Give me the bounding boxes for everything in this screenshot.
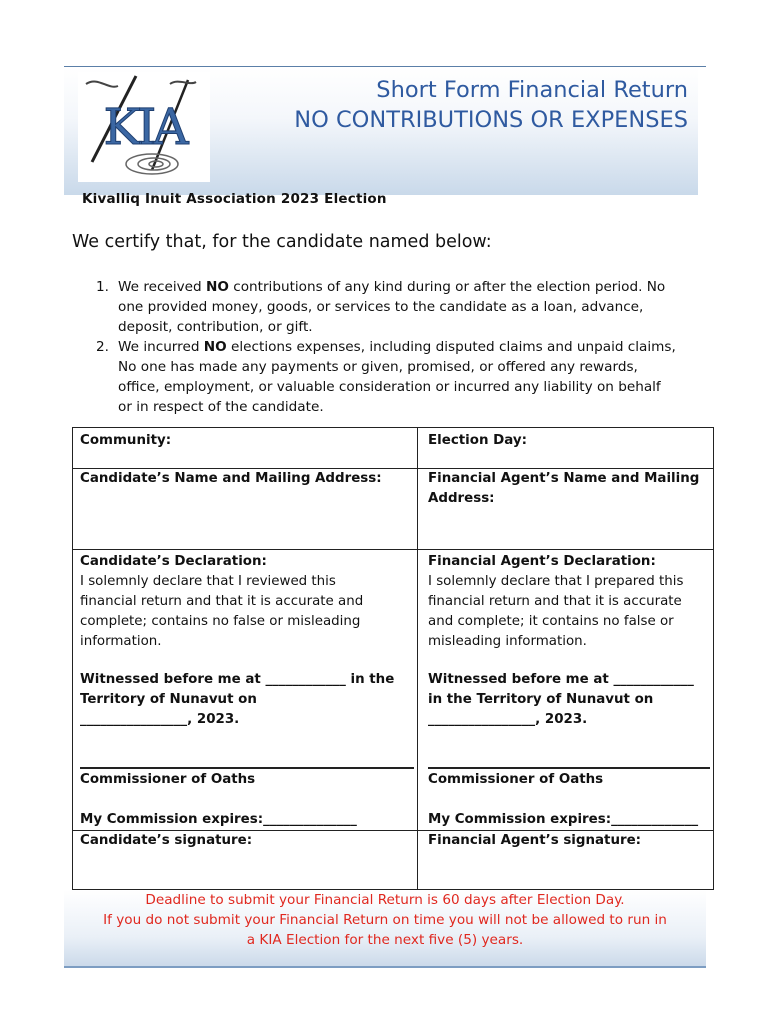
deadline-line: a KIA Election for the next five (5) years. bbox=[246, 932, 524, 948]
candidate-declaration-heading: Candidate’s Declaration: bbox=[80, 554, 267, 569]
declaration-text: complete; contains no false or misleading bbox=[80, 614, 361, 629]
statement-emphasis: NO bbox=[203, 339, 227, 355]
witness-text: Territory of Nunavut on bbox=[80, 692, 257, 707]
statement-item bbox=[96, 277, 694, 337]
agent-commissioner-label: Commissioner of Oaths bbox=[428, 772, 604, 787]
agent-commissioner-signature-line[interactable] bbox=[428, 767, 710, 769]
statement-text: No one has made any payments or given, promised, or offered any rewards, bbox=[118, 359, 638, 375]
form-title: Short Form Financial Return bbox=[376, 77, 688, 103]
candidate-commissioner-signature-line[interactable] bbox=[80, 767, 414, 769]
agent-signature-field[interactable] bbox=[428, 831, 710, 887]
deadline-notice bbox=[64, 890, 706, 950]
witness-text: in the Territory of Nunavut on bbox=[428, 692, 654, 707]
witness-text: Witnessed before me at ____________ in the bbox=[80, 672, 395, 687]
declaration-text: financial return and that it is accurate and bbox=[80, 594, 364, 609]
statement-number: 2. bbox=[96, 339, 109, 355]
statement-emphasis: NO bbox=[205, 279, 229, 295]
declaration-text: information. bbox=[80, 634, 162, 649]
statement-number: 1. bbox=[96, 279, 109, 295]
agent-address-field[interactable] bbox=[428, 469, 708, 547]
declaration-text: financial return and that it is accurate bbox=[428, 594, 682, 609]
witness-text: Witnessed before me at ____________ bbox=[428, 672, 694, 687]
candidate-declaration bbox=[80, 552, 414, 652]
kia-logo-graphic bbox=[78, 72, 210, 182]
statement-text: elections expenses, including disputed claims and unpaid claims, bbox=[226, 339, 676, 355]
declaration-text: and complete; it contains no false or bbox=[428, 614, 674, 629]
deadline-line: If you do not submit your Financial Return on time you will not be allowed to run in bbox=[103, 912, 667, 928]
community-field[interactable]: Community: bbox=[80, 433, 172, 448]
declaration-text: misleading information. bbox=[428, 634, 587, 649]
agent-declaration bbox=[428, 552, 712, 652]
deadline-line: Deadline to submit your Financial Return is 60 days after Election Day. bbox=[145, 892, 625, 908]
agent-declaration-heading: Financial Agent’s Declaration: bbox=[428, 554, 656, 569]
statement-text: We received bbox=[118, 279, 206, 295]
statement-text: We incurred bbox=[118, 339, 204, 355]
candidate-witness bbox=[80, 670, 414, 730]
statement-list bbox=[96, 277, 694, 417]
agent-signature-label: Financial Agent’s signature: bbox=[428, 833, 642, 848]
agent-address-label: Financial Agent’s Name and Mailing bbox=[428, 471, 700, 486]
certify-heading: We certify that, for the candidate named below: bbox=[72, 232, 492, 252]
logo-text: KIA bbox=[103, 98, 185, 156]
row-divider bbox=[73, 549, 713, 550]
statement-text: or in respect of the candidate. bbox=[118, 399, 324, 415]
declaration-text: I solemnly declare that I prepared this bbox=[428, 574, 684, 589]
candidate-signature-label: Candidate’s signature: bbox=[80, 833, 253, 848]
statement-text: deposit, contribution, or gift. bbox=[118, 319, 313, 335]
agent-commission-expiry[interactable]: My Commission expires:_____________ bbox=[428, 812, 699, 827]
column-divider bbox=[417, 428, 418, 889]
election-day-field[interactable]: Election Day: bbox=[428, 433, 527, 448]
witness-text: ________________, 2023. bbox=[80, 712, 240, 727]
agent-address-label: Address: bbox=[428, 491, 495, 506]
declaration-text: I solemnly declare that I reviewed this bbox=[80, 574, 336, 589]
form-subtitle: NO CONTRIBUTIONS OR EXPENSES bbox=[294, 107, 688, 133]
statement-text: office, employment, or valuable consideration or incurred any liability on behalf bbox=[118, 379, 661, 395]
kia-logo bbox=[78, 72, 210, 182]
candidate-signature-field[interactable] bbox=[80, 831, 414, 887]
candidate-commissioner-label: Commissioner of Oaths bbox=[80, 772, 256, 787]
candidate-address-field[interactable] bbox=[80, 469, 410, 547]
statement-text: contributions of any kind during or after the election period. No bbox=[228, 279, 666, 295]
candidate-commission-expiry[interactable]: My Commission expires:______________ bbox=[80, 812, 357, 827]
statement-text: one provided money, goods, or services to the candidate as a loan, advance, bbox=[118, 299, 644, 315]
agent-witness bbox=[428, 670, 712, 730]
witness-text: ________________, 2023. bbox=[428, 712, 588, 727]
association-name: Kivalliq Inuit Association 2023 Election bbox=[82, 191, 387, 207]
statement-item bbox=[96, 337, 694, 417]
candidate-address-label: Candidate’s Name and Mailing Address: bbox=[80, 471, 382, 486]
footer-rule bbox=[64, 966, 706, 968]
declaration-form bbox=[72, 427, 714, 890]
